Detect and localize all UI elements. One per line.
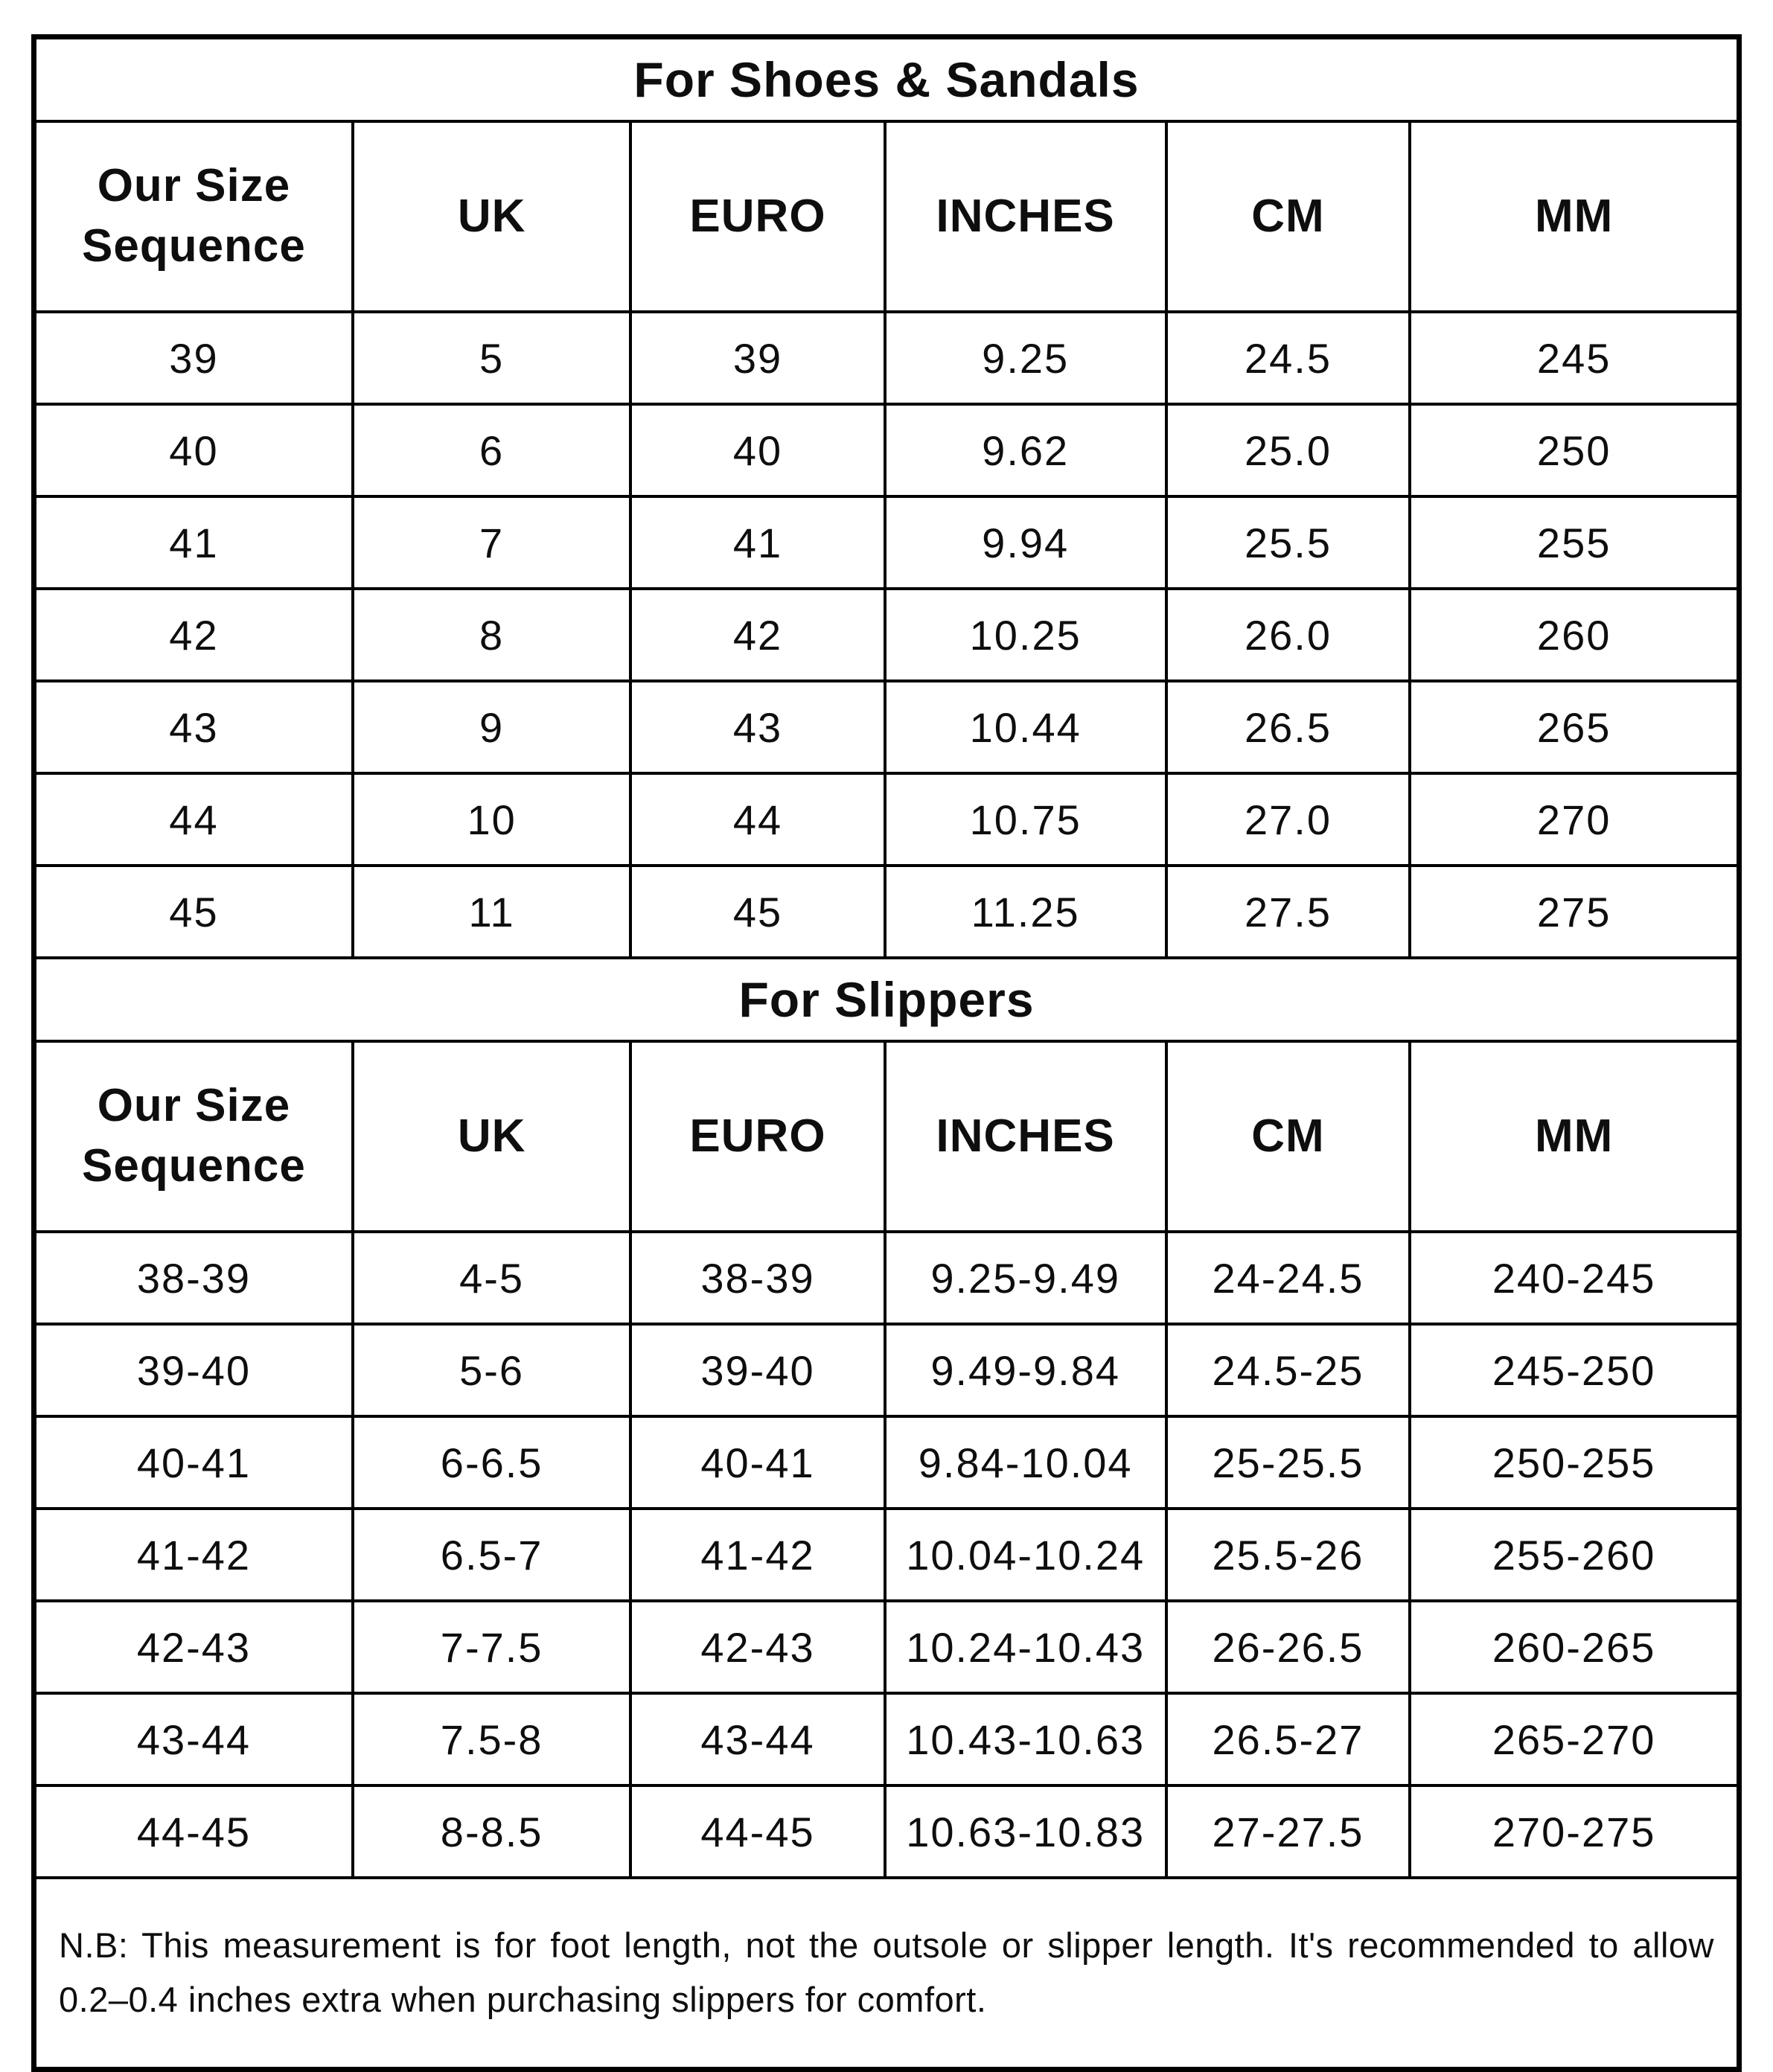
table-cell: 45 bbox=[630, 866, 884, 958]
table-cell: 26.5-27 bbox=[1166, 1693, 1411, 1785]
table-cell: 26-26.5 bbox=[1166, 1601, 1411, 1693]
table-cell: 44 bbox=[34, 773, 353, 866]
table-cell: 43 bbox=[630, 681, 884, 773]
table-cell: 41 bbox=[630, 496, 884, 589]
table-row bbox=[34, 681, 1740, 773]
table-cell: 9.25 bbox=[885, 312, 1166, 404]
column-header-mm: MM bbox=[1410, 1041, 1739, 1232]
table-cell: 39-40 bbox=[630, 1324, 884, 1416]
table-cell: 8 bbox=[353, 589, 630, 681]
table-cell: 270 bbox=[1410, 773, 1739, 866]
table-cell: 24.5 bbox=[1166, 312, 1411, 404]
table-cell: 39-40 bbox=[34, 1324, 353, 1416]
table-row bbox=[34, 1041, 1740, 1232]
table-cell: 265-270 bbox=[1410, 1693, 1739, 1785]
table-cell: 40-41 bbox=[630, 1416, 884, 1509]
column-header-mm: MM bbox=[1410, 121, 1739, 312]
table-cell: 255 bbox=[1410, 496, 1739, 589]
table-cell: 11 bbox=[353, 866, 630, 958]
table-row bbox=[34, 1693, 1740, 1785]
table-cell: 240-245 bbox=[1410, 1232, 1739, 1324]
table-cell: 40 bbox=[34, 404, 353, 496]
table-cell: 42 bbox=[630, 589, 884, 681]
table-cell: 38-39 bbox=[630, 1232, 884, 1324]
table-cell: 40 bbox=[630, 404, 884, 496]
table-cell: 43-44 bbox=[630, 1693, 884, 1785]
table-cell: 6.5-7 bbox=[353, 1509, 630, 1601]
table-cell: 270-275 bbox=[1410, 1785, 1739, 1878]
table-cell: 10.44 bbox=[885, 681, 1166, 773]
table-row bbox=[34, 866, 1740, 958]
table-cell: 44-45 bbox=[630, 1785, 884, 1878]
column-header-uk: UK bbox=[353, 1041, 630, 1232]
table-cell: 42 bbox=[34, 589, 353, 681]
table-cell: 27.0 bbox=[1166, 773, 1411, 866]
table-cell: 260 bbox=[1410, 589, 1739, 681]
table-cell: 245 bbox=[1410, 312, 1739, 404]
table-row bbox=[34, 1232, 1740, 1324]
table-row bbox=[34, 1785, 1740, 1878]
table-row bbox=[34, 1324, 1740, 1416]
table-cell: 25.0 bbox=[1166, 404, 1411, 496]
column-header-cm: CM bbox=[1166, 121, 1411, 312]
table-cell: 245-250 bbox=[1410, 1324, 1739, 1416]
column-header-euro: EURO bbox=[630, 121, 884, 312]
table-cell: 10.63-10.83 bbox=[885, 1785, 1166, 1878]
table-cell: 42-43 bbox=[34, 1601, 353, 1693]
table-cell: 6-6.5 bbox=[353, 1416, 630, 1509]
table-cell: 9 bbox=[353, 681, 630, 773]
table-row bbox=[34, 312, 1740, 404]
table-cell: 38-39 bbox=[34, 1232, 353, 1324]
table-cell: 25.5-26 bbox=[1166, 1509, 1411, 1601]
table-row bbox=[34, 496, 1740, 589]
table-row bbox=[34, 958, 1740, 1041]
table-cell: 11.25 bbox=[885, 866, 1166, 958]
table-row bbox=[34, 1878, 1740, 2070]
table-cell: 255-260 bbox=[1410, 1509, 1739, 1601]
table-row bbox=[34, 1601, 1740, 1693]
table-row bbox=[34, 121, 1740, 312]
table-cell: 41 bbox=[34, 496, 353, 589]
table-cell: 10.25 bbox=[885, 589, 1166, 681]
table-cell: 24.5-25 bbox=[1166, 1324, 1411, 1416]
table-cell: 8-8.5 bbox=[353, 1785, 630, 1878]
table-cell: 45 bbox=[34, 866, 353, 958]
shoes-table-title: For Shoes & Sandals bbox=[34, 37, 1740, 122]
table-cell: 10.04-10.24 bbox=[885, 1509, 1166, 1601]
table-cell: 275 bbox=[1410, 866, 1739, 958]
table-cell: 44 bbox=[630, 773, 884, 866]
table-cell: 10.75 bbox=[885, 773, 1166, 866]
table-cell: 9.25-9.49 bbox=[885, 1232, 1166, 1324]
column-header-our-size-sequence: Our Size Sequence bbox=[34, 1041, 353, 1232]
table-cell: 250 bbox=[1410, 404, 1739, 496]
table-cell: 10.24-10.43 bbox=[885, 1601, 1166, 1693]
table-cell: 5 bbox=[353, 312, 630, 404]
table-cell: 6 bbox=[353, 404, 630, 496]
table-cell: 41-42 bbox=[630, 1509, 884, 1601]
shoe-size-chart-table bbox=[31, 34, 1742, 2072]
table-cell: 10.43-10.63 bbox=[885, 1693, 1166, 1785]
table-cell: 25.5 bbox=[1166, 496, 1411, 589]
column-header-inches: INCHES bbox=[885, 121, 1166, 312]
table-row bbox=[34, 1509, 1740, 1601]
table-cell: 9.94 bbox=[885, 496, 1166, 589]
column-header-inches: INCHES bbox=[885, 1041, 1166, 1232]
table-row bbox=[34, 1416, 1740, 1509]
table-cell: 24-24.5 bbox=[1166, 1232, 1411, 1324]
table-cell: 40-41 bbox=[34, 1416, 353, 1509]
table-cell: 26.5 bbox=[1166, 681, 1411, 773]
table-cell: 265 bbox=[1410, 681, 1739, 773]
note-text: N.B: This measurement is for foot length, not the outsole or slipper length. It's recommended to allow 0.2–0.4 inches extra when purchasing slippers for comfort. bbox=[34, 1878, 1740, 2070]
table-cell: 39 bbox=[34, 312, 353, 404]
table-cell: 44-45 bbox=[34, 1785, 353, 1878]
table-cell: 9.49-9.84 bbox=[885, 1324, 1166, 1416]
table-cell: 9.62 bbox=[885, 404, 1166, 496]
table-cell: 43-44 bbox=[34, 1693, 353, 1785]
table-row bbox=[34, 773, 1740, 866]
table-cell: 9.84-10.04 bbox=[885, 1416, 1166, 1509]
table-cell: 41-42 bbox=[34, 1509, 353, 1601]
table-cell: 39 bbox=[630, 312, 884, 404]
table-cell: 5-6 bbox=[353, 1324, 630, 1416]
column-header-euro: EURO bbox=[630, 1041, 884, 1232]
table-cell: 7-7.5 bbox=[353, 1601, 630, 1693]
table-row bbox=[34, 37, 1740, 122]
table-cell: 27-27.5 bbox=[1166, 1785, 1411, 1878]
table-cell: 250-255 bbox=[1410, 1416, 1739, 1509]
table-cell: 7 bbox=[353, 496, 630, 589]
table-cell: 43 bbox=[34, 681, 353, 773]
table-row bbox=[34, 589, 1740, 681]
slippers-table-title: For Slippers bbox=[34, 958, 1740, 1041]
column-header-our-size-sequence: Our Size Sequence bbox=[34, 121, 353, 312]
table-cell: 4-5 bbox=[353, 1232, 630, 1324]
table-cell: 10 bbox=[353, 773, 630, 866]
column-header-cm: CM bbox=[1166, 1041, 1411, 1232]
table-cell: 7.5-8 bbox=[353, 1693, 630, 1785]
table-cell: 260-265 bbox=[1410, 1601, 1739, 1693]
table-cell: 42-43 bbox=[630, 1601, 884, 1693]
table-cell: 26.0 bbox=[1166, 589, 1411, 681]
table-row bbox=[34, 404, 1740, 496]
table-cell: 27.5 bbox=[1166, 866, 1411, 958]
table-cell: 25-25.5 bbox=[1166, 1416, 1411, 1509]
column-header-uk: UK bbox=[353, 121, 630, 312]
